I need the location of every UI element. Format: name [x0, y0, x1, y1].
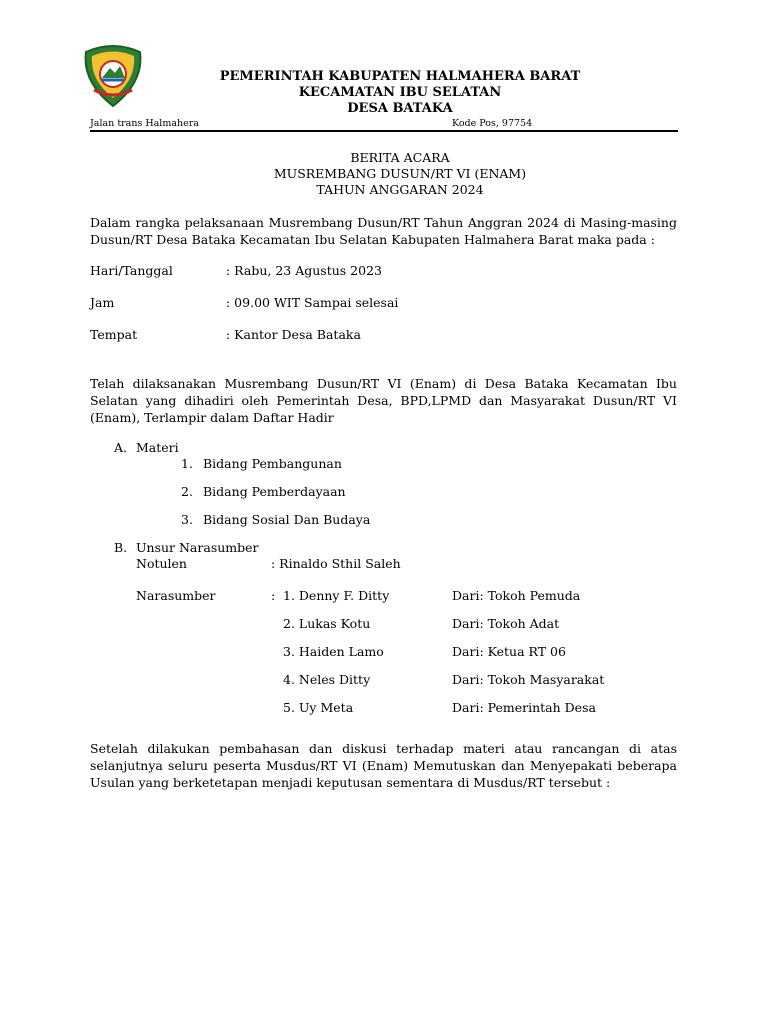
- speaker-origin: Dari: Tokoh Pemuda: [452, 588, 581, 603]
- closing-paragraph: Setelah dilakukan pembahasan dan diskusi terhadap materi atau rancangan di atas selanjutnya seluru peserta Musdus/RT VI (Enam) Memutuskan dan Menyepakati beberapa Usulan yang berketetapan menjadi keputusan sementara di Musdus/RT tersebut :: [90, 741, 677, 790]
- speaker-origin: Dari: Ketua RT 06: [452, 644, 566, 659]
- document-subtitle: MUSREMBANG DUSUN/RT VI (ENAM): [273, 166, 527, 181]
- speaker-origin: Dari: Pemerintah Desa: [452, 700, 596, 715]
- section-a-marker: A.: [114, 440, 128, 455]
- speaker-origin: Dari: Tokoh Adat: [452, 616, 560, 631]
- execution-paragraph: Telah dilaksanakan Musrembang Dusun/RT VI (Enam) di Desa Bataka Kecamatan Ibu Selatan yang dihadiri oleh Pemerintah Desa, BPD,LPMD dan Masyarakat Dusun/RT VI (Enam), Terlampir dalam Daftar Hadir: [90, 376, 677, 425]
- materi-item-number: 1.: [181, 456, 193, 471]
- speaker-name: 2. Lukas Kotu: [283, 616, 371, 631]
- intro-paragraph: Dalam rangka pelaksanaan Musrembang Dusun/RT Tahun Anggran 2024 di Masing-masing Dusun/RT Desa Bataka Kecamatan Ibu Selatan Kabupaten Halmahera Barat maka pada :: [90, 215, 677, 247]
- section-a-label: Materi: [136, 440, 179, 455]
- notulen-label: Notulen: [136, 556, 187, 571]
- date-label: Hari/Tanggal: [90, 263, 173, 278]
- materi-item-text: Bidang Sosial Dan Budaya: [203, 512, 371, 527]
- place-value: : Kantor Desa Bataka: [226, 327, 361, 342]
- time-label: Jam: [90, 295, 115, 310]
- narasumber-colon: :: [271, 588, 276, 603]
- date-value: : Rabu, 23 Agustus 2023: [226, 263, 382, 278]
- speaker-origin: Dari: Tokoh Masyarakat: [452, 672, 605, 687]
- letterhead-divider: [90, 130, 678, 132]
- materi-item-number: 3.: [181, 512, 193, 527]
- speaker-name: 3. Haiden Lamo: [283, 644, 384, 659]
- materi-item-number: 2.: [181, 484, 193, 499]
- materi-item-text: Bidang Pemberdayaan: [203, 484, 346, 499]
- narasumber-label: Narasumber: [136, 588, 216, 603]
- letterhead-address: Jalan trans Halmahera: [90, 118, 199, 129]
- time-value: : 09.00 WIT Sampai selesai: [226, 295, 399, 310]
- regency-crest-logo: [80, 42, 146, 108]
- letterhead-village: DESA BATAKA: [347, 101, 453, 116]
- document-fiscal-year: TAHUN ANGGARAN 2024: [316, 182, 484, 197]
- notulen-value: : Rinaldo Sthil Saleh: [271, 556, 401, 571]
- document-title: BERITA ACARA: [350, 150, 450, 165]
- letterhead-regency: PEMERINTAH KABUPATEN HALMAHERA BARAT: [219, 69, 581, 84]
- materi-item-text: Bidang Pembangunan: [203, 456, 342, 471]
- section-b-marker: B.: [114, 540, 128, 555]
- speaker-name: 4. Neles Ditty: [283, 672, 371, 687]
- place-label: Tempat: [90, 327, 138, 342]
- section-b-label: Unsur Narasumber: [136, 540, 259, 555]
- letterhead-district: KECAMATAN IBU SELATAN: [298, 85, 502, 100]
- letterhead-postal-code: Kode Pos, 97754: [452, 118, 533, 129]
- speaker-name: 1. Denny F. Ditty: [283, 588, 390, 603]
- speaker-name: 5. Uy Meta: [283, 700, 354, 715]
